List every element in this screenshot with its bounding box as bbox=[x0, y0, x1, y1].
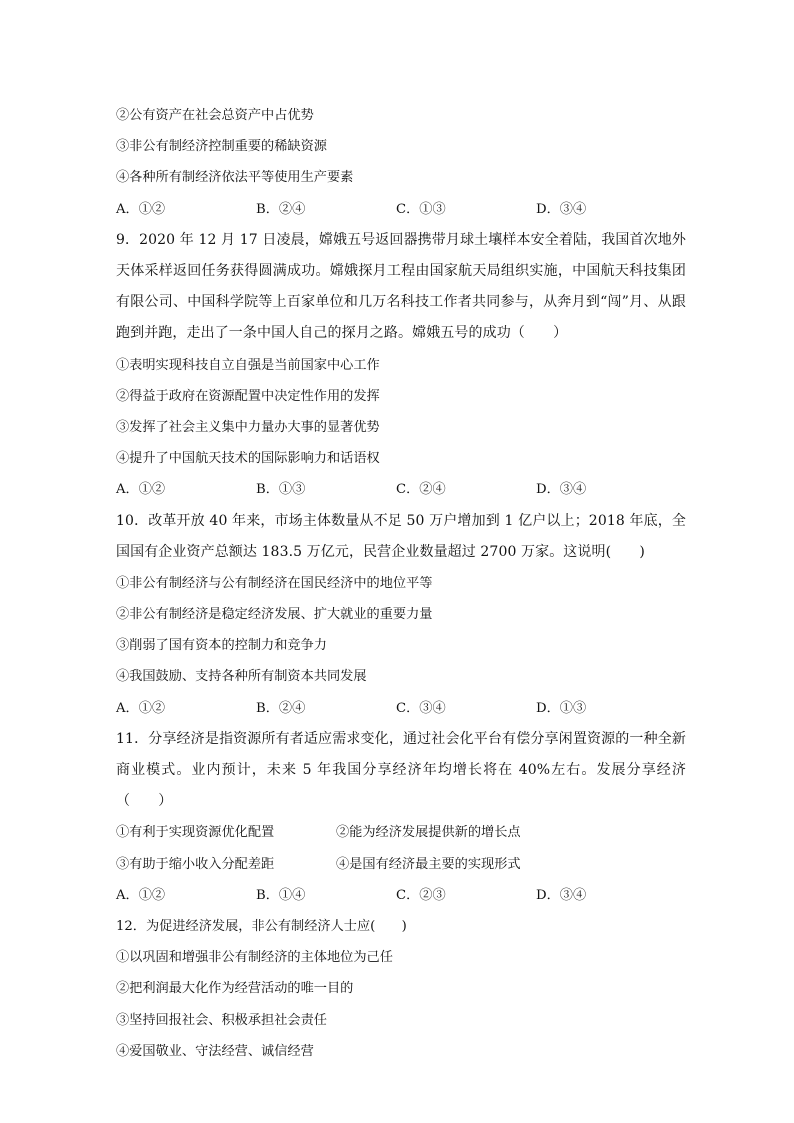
q8-option-d[interactable]: D．③④ bbox=[536, 201, 587, 217]
q9-option-b[interactable]: B．①③ bbox=[256, 482, 306, 498]
q10-item-4: ④我国鼓励、支持各种所有制资本共同发展 bbox=[116, 669, 367, 685]
q11-option-a[interactable]: A．①② bbox=[116, 887, 166, 903]
q9-stem: 9．2020 年 12 月 17 日凌晨，嫦娥五号返回器携带月球土壤样本安全着陆，我国首次地外天体采样返回任务获得圆满成功。嫦娥探月工程由国家航天局组织实施，中国航天科技集团有限公司、中国科学院等上百家单位和几万名科技工作者共同参与，从奔月到“闯”月、从跟跑到并跑，走出了一条中国人自己的探月之路。嫦娥五号的成功（ ） bbox=[116, 231, 686, 342]
q9-item-4: ④提升了中国航天技术的国际影响力和话语权 bbox=[116, 451, 380, 467]
question-10 bbox=[116, 506, 686, 724]
q8-option-c[interactable]: C．①③ bbox=[396, 201, 446, 217]
q11-item-1: ①有利于实现资源优化配置 bbox=[116, 825, 275, 841]
q11-item-3: ③有助于缩小收入分配差距 bbox=[116, 856, 275, 872]
q11-items-row-1 bbox=[116, 817, 686, 848]
q12-item-1: ①以巩固和增强非公有制经济的主体地位为己任 bbox=[116, 950, 393, 966]
q11-option-b[interactable]: B．①④ bbox=[256, 887, 306, 903]
q11-option-c[interactable]: C．②③ bbox=[396, 887, 446, 903]
question-11 bbox=[116, 724, 686, 911]
q12-item-4: ④爱国敬业、守法经营、诚信经营 bbox=[116, 1043, 314, 1059]
q10-item-3: ③削弱了国有资本的控制力和竞争力 bbox=[116, 638, 327, 654]
q9-item-2: ②得益于政府在资源配置中决定性作用的发挥 bbox=[116, 388, 380, 404]
question-8 bbox=[116, 100, 686, 225]
q9-option-c[interactable]: C．②④ bbox=[396, 482, 446, 498]
q9-item-3: ③发挥了社会主义集中力量办大事的显著优势 bbox=[116, 419, 380, 435]
exam-page bbox=[116, 100, 686, 1067]
q9-option-d[interactable]: D．③④ bbox=[536, 482, 587, 498]
q11-stem: 11．分享经济是指资源所有者适应需求变化，通过社会化平台有偿分享闲置资源的一种全新商业模式。业内预计，未来 5 年我国分享经济年均增长将在 40%左右。发展分享经济（ ） bbox=[116, 730, 686, 810]
q10-item-1: ①非公有制经济与公有制经济在国民经济中的地位平等 bbox=[116, 575, 433, 591]
q10-item-2: ②非公有制经济是稳定经济发展、扩大就业的重要力量 bbox=[116, 607, 433, 623]
question-9 bbox=[116, 225, 686, 506]
q8-item-2: ②公有资产在社会总资产中占优势 bbox=[116, 108, 314, 123]
q12-item-3: ③坚持回报社会、积极承担社会责任 bbox=[116, 1012, 327, 1028]
q10-stem: 10．改革开放 40 年来，市场主体数量从不足 50 万户增加到 1 亿户以上；2018 年底，全国国有企业资产总额达 183.5 万亿元，民营企业数量超过 2700 万家。这说明( ) bbox=[116, 512, 686, 560]
q12-item-2: ②把利润最大化作为经营活动的唯一目的 bbox=[116, 981, 354, 997]
q10-option-d[interactable]: D．①③ bbox=[536, 700, 587, 716]
q9-item-1: ①表明实现科技自立自强是当前国家中心工作 bbox=[116, 357, 380, 373]
q10-option-c[interactable]: C．③④ bbox=[396, 700, 446, 716]
q9-option-a[interactable]: A．①② bbox=[116, 482, 166, 498]
q11-items-row-2 bbox=[116, 849, 686, 880]
q11-options bbox=[116, 880, 686, 911]
q10-option-b[interactable]: B．②④ bbox=[256, 700, 306, 716]
q8-option-b[interactable]: B．②④ bbox=[256, 201, 306, 217]
q8-option-a[interactable]: A．①② bbox=[116, 201, 166, 217]
q11-item-4: ④是国有经济最主要的实现形式 bbox=[336, 856, 521, 872]
q10-options bbox=[116, 693, 686, 724]
q11-option-d[interactable]: D．③④ bbox=[536, 887, 587, 903]
question-12 bbox=[116, 911, 686, 1067]
q8-item-4: ④各种所有制经济依法平等使用生产要素 bbox=[116, 170, 354, 186]
q12-stem: 12．为促进经济发展，非公有制经济人士应( ) bbox=[116, 919, 407, 935]
q11-item-2: ②能为经济发展提供新的增长点 bbox=[336, 825, 521, 841]
q8-item-3: ③非公有制经济控制重要的稀缺资源 bbox=[116, 139, 327, 155]
q8-options bbox=[116, 194, 686, 225]
q9-options bbox=[116, 474, 686, 505]
q10-option-a[interactable]: A．①② bbox=[116, 700, 166, 716]
